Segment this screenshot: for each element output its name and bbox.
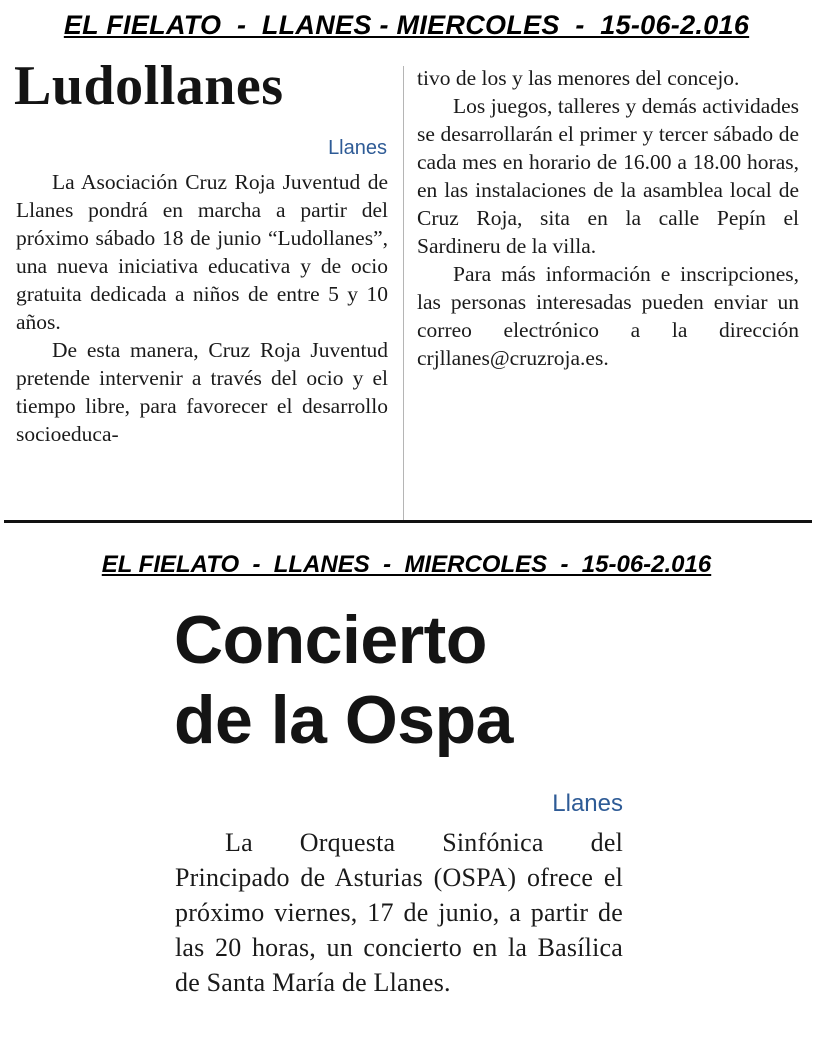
clipping-header: EL FIELATO - LLANES - MIERCOLES - 15-06-2.016 (101, 551, 712, 578)
location-label: Llanes (328, 137, 387, 159)
article-column-2 (417, 64, 799, 372)
paragraph: La Asociación Cruz Roja Juventud de Llanes pondrá en marcha a partir del próximo sábado 18 de junio “Ludollanes”, una nueva iniciativa educativa y de ocio gratuita dedicada a niños de entre 5 y 10 años. (16, 170, 388, 334)
article-headline: Ludollanes (14, 55, 284, 117)
headline-line: Concierto (174, 602, 487, 678)
paragraph: Para más información e inscripciones, las personas interesadas pueden enviar un correo electrónico a la dirección crjllanes@cruzroja.es. (417, 262, 799, 370)
article-column-1 (16, 168, 388, 448)
clipping-header: EL FIELATO - LLANES - MIERCOLES - 15-06-2.016 (63, 10, 750, 40)
location-label: Llanes (552, 790, 623, 817)
article-body (175, 825, 623, 1000)
paragraph: tivo de los y las menores del concejo. (417, 66, 740, 90)
clipping-separator (4, 520, 812, 523)
paragraph: Los juegos, talleres y demás actividades se desarrollarán el primer y tercer sábado de cada mes en horario de 16.00 a 18.00 horas, en las instalaciones de la asamblea local de Cruz Roja, sita en la calle Pepín el Sardineru de la villa. (417, 94, 799, 258)
article-headline (174, 600, 513, 760)
paragraph: La Orquesta Sinfónica del Principado de Asturias (OSPA) ofrece el próximo viernes, 17 de junio, a partir de las 20 horas, un concierto en la Basílica de Santa María de Llanes. (175, 828, 623, 997)
headline-line: de la Ospa (174, 682, 513, 758)
column-divider (403, 66, 404, 520)
paragraph: De esta manera, Cruz Roja Juventud pretende intervenir a través del ocio y el tiempo libre, para favorecer el desarrollo socioeduca- (16, 338, 388, 446)
